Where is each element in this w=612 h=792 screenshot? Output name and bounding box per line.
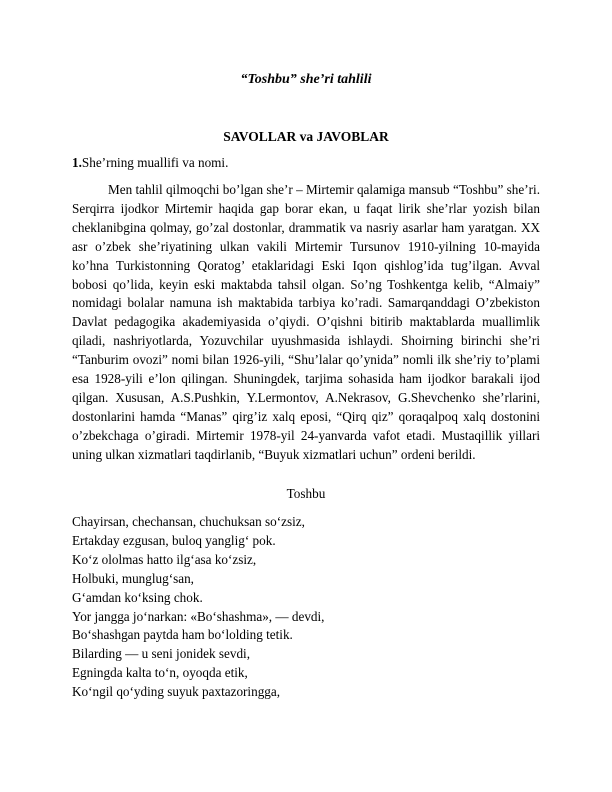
question-number: 1.	[72, 155, 82, 170]
answer-paragraph: Men tahlil qilmoqchi bo’lgan she’r – Mirtemir qalamiga mansub “Toshbu” she’ri. Serqirra ijodkor Mirtemir haqida gap borar ekan, u faqat lirik she’rlar yozish bilan cheklanibgina qolmay, go’zal dostonlar, drammatik va nasriy asarlar ham yaratgan. XX asr o’zbek she’riyatining ulkan vakili Mirtemir Tursunov 1910-yilning 10-mayida ko’hna Turkistonning Qoratog’ etaklaridagi Eski Iqon qishlog’ida tug’ilgan. Avval bobosi qo’lida, keyin eski maktabda tahsil olgan. So’ng Toshkentga kelib, “Almaiy” nomidagi bolalar namuna ish maktabida tarbiya ko’radi. Samarqanddagi O’zbekiston Davlat pedagogika akademiyasida o’qiydi. O’qishni bitirib maktablarda muallimlik qiladi, nashriyotlarda, Yozuvchilar uyushmasida ishlaydi. Shoirning birinchi she’ri “Tanburim ovozi” nomi bilan 1926-yili, “Shu’lalar qo’ynida” nomli ilk she’riy to’plami esa 1928-yili e’lon qilingan. Shuningdek, tarjima sohasida ham ijodkor barakali ijod qilgan. Xususan, A.S.Pushkin, Y.Lermontov, A.Nekrasov, G.Shevchenko she’rlarini, dostonlarini hamda “Manas” qirg’iz xalq eposi, “Qirq qiz” qoraqalpoq xalq dostonini o’zbekchaga o’giradi. Mirtemir 1978-yil 24-yanvarda vafot etadi. Mustaqillik yillari uning ulkan xizmatlari taqdirlanib, “Buyuk xizmatlari uchun” ordeni berildi.	[72, 182, 540, 462]
document-title: “Toshbu” she’ri tahlili	[240, 72, 372, 87]
poem-line: Ko‘z ololmas hatto ilg‘asa ko‘zsiz,	[72, 551, 257, 567]
poem-title: Toshbu	[286, 486, 326, 501]
poem-line: Yor jangga jo‘narkan: «Bo‘shashma», — devdi,	[72, 608, 325, 624]
poem-line: Holbuki, munglug‘san,	[72, 570, 194, 586]
question-text: She’rning muallifi va nomi.	[81, 155, 229, 170]
poem-line: Bo‘shashgan paytda ham bo‘lolding tetik.	[72, 627, 293, 643]
section-heading: SAVOLLAR va JAVOBLAR	[223, 129, 389, 144]
poem-line: G‘amdan ko‘ksing chok.	[72, 589, 203, 605]
poem-line: Chayirsan, chechansan, chuchuksan so‘zsiz,	[72, 514, 305, 529]
poem-line: Ertakday ezgusan, buloq yanglig‘ pok.	[72, 532, 276, 548]
poem-line: Bilarding — u seni jonidek sevdi,	[72, 646, 251, 662]
poem-lines	[72, 513, 540, 702]
poem-line: Ko‘ngil qo‘yding suyuk paxtazoringga,	[72, 684, 281, 700]
question-1	[72, 154, 540, 173]
poem-line: Egningda kalta to‘n, oyoqda etik,	[72, 665, 248, 681]
